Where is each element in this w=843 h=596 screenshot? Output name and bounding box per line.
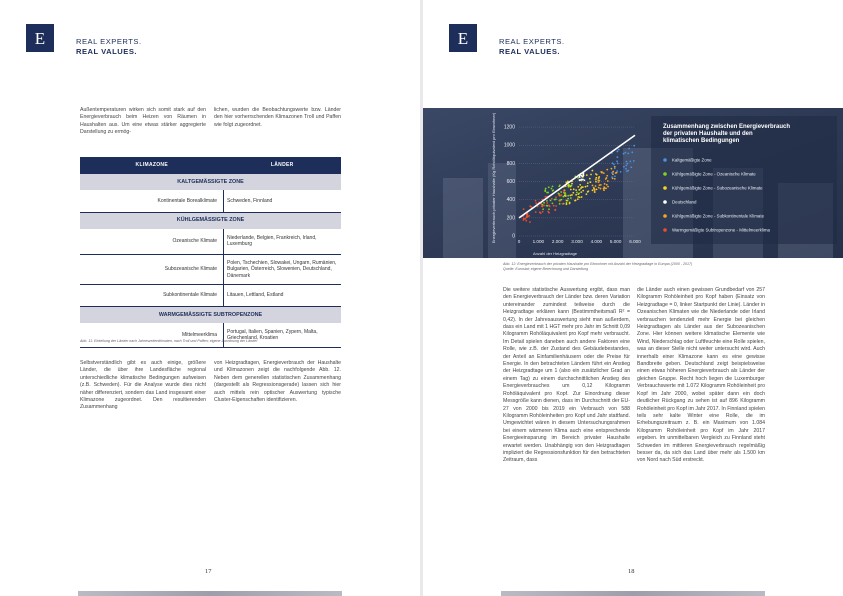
x-tick-label: 6.000 — [629, 239, 641, 244]
y-tick-label: 0 — [512, 233, 515, 240]
scatter-point — [617, 162, 619, 164]
scatter-point — [529, 221, 531, 223]
chart-title-line-1: Zusammenhang zwischen Energieverbrauch — [663, 124, 791, 130]
scatter-point — [535, 202, 537, 204]
scatter-point — [623, 166, 625, 168]
table-cell-countries: Polen, Tschechien, Slowakei, Ungarn, Rumänien, Bulgarien, Österreich, Slowenien, Deutschland, Dänemark — [224, 255, 342, 285]
scatter-point — [600, 171, 602, 173]
y-tick-label: 200 — [506, 215, 515, 222]
scatter-point — [541, 205, 543, 207]
scatter-point — [591, 170, 593, 172]
chart-caption — [503, 262, 765, 272]
scatter-point — [548, 208, 550, 210]
scatter-point — [544, 189, 546, 191]
scatter-point — [628, 148, 630, 150]
energy-chart — [423, 108, 843, 258]
y-tick-label: 600 — [506, 179, 515, 186]
scatter-point — [571, 183, 573, 185]
left-top-col-2: lichen, wurden die Beobachtungswerte bzw. Länder den hier vorherrschenden Klimazonen Troll und Paffen wie folgt zugeordnet. — [214, 107, 341, 128]
scatter-point — [587, 182, 589, 184]
scatter-point — [611, 172, 613, 174]
left-bottom-col-1: Selbstverständlich gibt es auch einige, größere Länder, die über ihre Landesfläche regional unterschiedliche klimatische Bedingungen aufweisen (z.B. Schweden). Für die Analyse wurde dies nicht näher differenziert, sondern das Land insgesamt einer Klimazone zugeordnet. Den resultierenden Zusammenhang — [80, 360, 206, 411]
scatter-point — [582, 178, 584, 180]
x-tick-label: 3.000 — [571, 239, 583, 244]
scatter-point — [598, 177, 600, 179]
scatter-point — [579, 179, 581, 181]
scatter-point — [570, 189, 572, 191]
brand-tagline — [499, 37, 565, 56]
logo-letter: E — [457, 28, 469, 48]
scatter-point — [579, 176, 581, 178]
scatter-point — [539, 211, 541, 213]
scatter-point — [605, 178, 607, 180]
scatter-point — [614, 167, 616, 169]
y-tick-label: 1200 — [503, 124, 515, 131]
scatter-point — [543, 202, 545, 204]
left-bottom-col-2: von Heizgradtagen, Energieverbrauch der Haushalte und Klimazonen zeigt die nachfolgende Abb. 12. Neben dem generellen statistischen Zusammenhang (dargestellt als Regressionsgerade) lassen sich hier auch mittels rein optischer Auswertung typische Cluster-Eigenschaften identifizieren. — [214, 360, 341, 404]
legend-marker — [663, 200, 667, 204]
scatter-point — [546, 200, 548, 202]
scatter-point — [570, 197, 572, 199]
scatter-point — [577, 193, 579, 195]
scatter-point — [614, 166, 616, 168]
scatter-point — [547, 211, 549, 213]
table-row — [80, 229, 341, 255]
scatter-point — [629, 161, 631, 163]
table-header-countries: LÄNDER — [224, 157, 342, 174]
scatter-point — [580, 178, 582, 180]
scatter-point — [614, 178, 616, 180]
scatter-point — [620, 171, 622, 173]
chart-title-line-3: klimatischen Bedingungen — [663, 138, 740, 144]
scatter-point — [590, 174, 592, 176]
scatter-point — [555, 205, 557, 207]
table-row — [80, 255, 341, 285]
chart-caption-line-2: Quelle: Eurostat; eigene Berechnung und Darstellung — [503, 267, 589, 271]
table-cell-countries: Niederlande, Belgien, Frankreich, Irland, Luxemburg — [224, 229, 342, 255]
scatter-point — [523, 219, 525, 221]
scatter-point — [559, 184, 561, 186]
scatter-point — [575, 194, 577, 196]
scatter-point — [543, 205, 545, 207]
scatter-point — [566, 202, 568, 204]
scatter-point — [579, 189, 581, 191]
footer-bar — [78, 591, 342, 596]
scatter-point — [606, 169, 608, 171]
scatter-point — [553, 205, 555, 207]
scatter-point — [566, 200, 568, 202]
scatter-point — [585, 193, 587, 195]
legend-label: Kühlgemäßigte Zone - Subozeanische Klimate — [672, 185, 763, 191]
legend-marker — [663, 214, 667, 218]
table-cell-zone: Subozeanische Klimate — [80, 255, 224, 285]
legend-label: Warmgemäßigte Subtropenzone - Mittelmeerklima — [672, 227, 770, 233]
x-tick-label: 4.000 — [590, 239, 603, 244]
scatter-point — [579, 184, 581, 186]
scatter-point — [616, 172, 618, 174]
scatter-point — [616, 151, 618, 153]
scatter-point — [552, 190, 554, 192]
scatter-point — [587, 190, 589, 192]
scatter-point — [573, 188, 575, 190]
brand-line-2: REAL VALUES. — [76, 46, 137, 56]
scatter-point — [627, 152, 629, 154]
scatter-point — [577, 186, 579, 188]
legend-label: Deutschland — [672, 199, 697, 205]
scatter-point — [633, 160, 635, 162]
scatter-point — [616, 170, 618, 172]
scatter-point — [604, 183, 606, 185]
x-tick-label: 1.000 — [532, 239, 545, 244]
table-cell-zone: Ozeanische Klimate — [80, 229, 224, 255]
scatter-point — [523, 208, 525, 210]
legend-label: Kühlgemäßigte Zone - Subkontinentale Klimate — [672, 213, 765, 219]
scatter-point — [624, 152, 626, 154]
brand-tagline — [76, 37, 142, 56]
scatter-point — [558, 194, 560, 196]
table-cell-countries: Schweden, Finnland — [224, 190, 342, 212]
scatter-point — [592, 189, 594, 191]
scatter-point — [616, 156, 618, 158]
scatter-point — [595, 179, 597, 181]
scatter-point — [559, 203, 561, 205]
right-col-2: die Länder auch einen gewissen Grundbedarf von 257 Kilogramm Rohöleinheit pro Kopf haben (Einsatz von Heizgradtage = 0, linker Startpunkt der Linie). Länder in Ozeanischen Klimaten wie die Niederlande oder Irland verbrauchen tendenziell mehr Energie bei gleichen Heizgradtagen als Länder aus der Subozeanischen Zone. Hier können weitere klimatische Elemente wie Wind, Niederschlag oder Luftfeuchte eine Rolle spielen, was an dieser Stelle nicht weiter untersucht wird. Auch innerhalb einer Klimazone kann es eine gewisse Bandbreite geben. Deutschland zeigt beispielsweise einen etwas höheren Energieverbrauch als Länder der gleichen Gruppe. Recht hoch liegen die Luxemburger Verbrauchswerte mit 1.072 Kilogramm Rohöleinheit pro Kopf im Jahr 2000, wobei später dann ein doch deutlicher Rückgang zu sehen ist auf 896 Kilogramm Rohöleinheit pro Kopf im Jahr 2017. In Finnland spielen teils sehr kalte Winter eine Rolle, die im Erhebungszeitraum z. B. ein Maximum von 1.084 Kilogramm Rohöleinheit pro Kopf im Jahr 2017 ergeben. Im unmittelbaren Vergleich zu Finnland steht Schweden im mittleren Energieverbrauch regelmäßig besser da, da sich das Land über mehr als 1.500 km von Nord nach Süd erstreckt. — [637, 287, 765, 464]
scatter-point — [596, 189, 598, 191]
table-section-title: WARMGEMÄSSIGTE SUBTROPENZONE — [80, 307, 341, 324]
chart-caption-line-1: Abb. 12: Energieverbrauch der privaten Haushalte pro Einwohner mit Anzahl der Heizgradtage in Europa (2000 - 2017) — [503, 262, 693, 266]
footer-bar — [501, 591, 765, 596]
scatter-point — [614, 175, 616, 177]
scatter-point — [611, 168, 613, 170]
scatter-point — [544, 196, 546, 198]
scatter-point — [630, 166, 632, 168]
y-tick-label: 800 — [506, 160, 515, 167]
table-cell-countries: Portugal, Italien, Spanien, Zypern, Malta, Griechenland, Kroatien — [224, 323, 342, 347]
scatter-point — [555, 209, 557, 211]
legend-marker — [663, 228, 667, 232]
legend-marker — [663, 172, 667, 176]
scatter-point — [612, 162, 614, 164]
scatter-point — [611, 176, 613, 178]
scatter-point — [560, 191, 562, 193]
scatter-point — [583, 174, 585, 176]
table-row — [80, 190, 341, 212]
legend-label: Kaltgemäßigte Zone — [672, 157, 712, 163]
scatter-point — [606, 175, 608, 177]
scatter-point — [567, 198, 569, 200]
scatter-point — [563, 191, 565, 193]
table-cell-zone: Kontinentale Borealklimate — [80, 190, 224, 212]
scatter-point — [575, 189, 577, 191]
scatter-point — [569, 195, 571, 197]
scatter-point — [572, 192, 574, 194]
scatter-point — [585, 186, 587, 188]
scatter-point — [581, 196, 583, 198]
scatter-point — [595, 185, 597, 187]
scatter-point — [554, 199, 556, 201]
legend-marker — [663, 158, 667, 162]
scatter-point — [587, 185, 589, 187]
scatter-point — [546, 192, 548, 194]
scatter-point — [599, 180, 601, 182]
scatter-point — [603, 189, 605, 191]
scatter-point — [603, 172, 605, 174]
scatter-point — [535, 200, 537, 202]
scatter-point — [604, 187, 606, 189]
scatter-point — [589, 181, 591, 183]
table-section-title: KALTGEMÄSSIGTE ZONE — [80, 174, 341, 190]
scatter-point — [569, 203, 571, 205]
scatter-point — [525, 220, 527, 222]
scatter-point — [625, 165, 627, 167]
y-axis-label: Energieverbrauch privater Haushalte (Kg Rohöläquivalent pro Einwohner) — [491, 112, 496, 244]
scatter-point — [542, 211, 544, 213]
scatter-point — [612, 171, 614, 173]
scatter-point — [623, 153, 625, 155]
brand-logo — [26, 24, 54, 52]
scatter-point — [562, 203, 564, 205]
scatter-point — [598, 181, 600, 183]
page-number: 17 — [205, 568, 212, 575]
brand-line-1: REAL EXPERTS. — [499, 37, 565, 46]
table-section-title: KÜHLGEMÄSSIGTE ZONE — [80, 212, 341, 229]
table-cell-zone: Subkontinentale Klimate — [80, 285, 224, 307]
scatter-point — [598, 187, 600, 189]
scatter-point — [571, 194, 573, 196]
right-col-1: Die weitere statistische Auswertung ergibt, dass man den Energieverbrauch der Länder bzw. deren Variation untereinander zumindest teilweise durch die Heizgradtage erklären kann (Bestimmtheitsmaß R² = 0,42). In der Jahresauswertung sieht man außerdem, dass ein Land mit 1 HGT mehr pro Jahr im Schnitt 0,09 Kilogramm Rohöläquivalent pro Kopf mehr verbraucht. Im Detail spielen daneben auch andere Faktoren eine Rolle, wie z.B. der Zustand des Gebäudebestandes, der Anteil an Einfamilienhäusern oder die Preise für Energie. In den betrachteten Ländern führt ein Anstieg der Heizgradtage um 1 (also ein zusätzlicher Grad an einem Tag) zu einem durchschnittlichen Anstieg des Energieverbrauches um 0,12 Kilogramm Rohöläquivalent pro Kopf. Zur Einordnung dieser Messgröße kann dienen, dass im Durchschnitt der EU-27 von 2000 bis 2019 ein Verbrauch von 588 Kilogramm Rohöleinheiten pro Kopf und Jahr stattfand. Umgewichtet wären in diesem Untersuchungsrahmen bei einem wärmeren Klima auch eine entsprechende Energieeinsparung im Bereich privater Haushalte erwartet werden. Unabhängig von den Heizgradtagen impliziert die Regressionsfunktion für den betrachteten Zeitraum, dass — [503, 287, 630, 464]
scatter-point — [626, 161, 628, 163]
scatter-point — [564, 195, 566, 197]
scatter-point — [561, 194, 563, 196]
table-caption: Abb. 11: Einteilung der Länder nach Jahreszeitenklimaten, nach Troll und Paffen; eigene Zuordnung der Länder — [80, 339, 258, 343]
scatter-point — [627, 163, 629, 165]
scatter-point — [546, 202, 548, 204]
page-left — [0, 0, 420, 596]
scatter-point — [577, 198, 579, 200]
scatter-point — [581, 186, 583, 188]
scatter-point — [575, 199, 577, 201]
scatter-point — [550, 200, 552, 202]
scatter-point — [569, 186, 571, 188]
scatter-point — [548, 205, 550, 207]
x-axis-label: Anzahl der Heizgradtage — [532, 251, 578, 256]
scatter-point — [555, 196, 557, 198]
brand-logo — [449, 24, 477, 52]
scatter-point — [524, 218, 526, 220]
climate-zone-table — [80, 157, 341, 348]
scatter-point — [625, 168, 627, 170]
scatter-point — [586, 174, 588, 176]
brand-line-1: REAL EXPERTS. — [76, 37, 142, 46]
scatter-point — [579, 196, 581, 198]
y-tick-label: 400 — [506, 197, 515, 204]
scatter-point — [618, 149, 620, 151]
scatter-point — [529, 205, 531, 207]
page-right — [423, 0, 843, 596]
scatter-point — [545, 188, 547, 190]
scatter-point — [542, 208, 544, 210]
scatter-point — [581, 176, 583, 178]
scatter-point — [631, 151, 633, 153]
scatter-point — [576, 192, 578, 194]
scatter-point — [589, 178, 591, 180]
table-cell-countries: Litauen, Lettland, Estland — [224, 285, 342, 307]
table-header-zone: KLIMAZONE — [80, 157, 224, 174]
scatter-point — [606, 184, 608, 186]
scatter-point — [595, 177, 597, 179]
scatter-point — [535, 211, 537, 213]
legend-marker — [663, 186, 667, 190]
scatter-point — [613, 164, 615, 166]
x-tick-label: 2.000 — [551, 239, 564, 244]
scatter-point — [567, 185, 569, 187]
table-cell-zone: Mittelmeerklima — [80, 323, 224, 347]
y-tick-label: 1000 — [503, 142, 515, 149]
scatter-point — [547, 205, 549, 207]
page-number: 18 — [628, 568, 635, 575]
scatter-point — [592, 185, 594, 187]
scatter-point — [595, 173, 597, 175]
scatter-point — [607, 180, 609, 182]
scatter-point — [526, 214, 528, 216]
scatter-point — [600, 184, 602, 186]
scatter-point — [627, 170, 629, 172]
scatter-point — [593, 187, 595, 189]
x-tick-label: 5.000 — [609, 239, 622, 244]
scatter-point — [607, 186, 609, 188]
brand-line-2: REAL VALUES. — [499, 46, 560, 56]
scatter-point — [552, 203, 554, 205]
scatter-point — [616, 160, 618, 162]
scatter-point — [551, 198, 553, 200]
scatter-point — [580, 191, 582, 193]
left-top-col-1: Außentemperaturen wirken sich somit stark auf den Energieverbrauch beim Heizen von Räumen in Haushalten aus. Um eine etwas stärker aggregierte Darstellung zu ermög- — [80, 107, 206, 136]
x-tick-label: 0 — [517, 239, 521, 244]
logo-letter: E — [34, 28, 46, 48]
scatter-point — [633, 145, 635, 147]
scatter-point — [594, 191, 596, 193]
table-row — [80, 285, 341, 307]
scatter-point — [595, 181, 597, 183]
chart-svg — [423, 108, 843, 258]
scatter-point — [600, 188, 602, 190]
chart-title-line-2: der privaten Haushalte und den — [663, 131, 753, 137]
scatter-point — [567, 195, 569, 197]
scatter-point — [551, 188, 553, 190]
scatter-point — [548, 186, 550, 188]
legend-label: Kühlgemäßigte Zone - Ozeanische Klimate — [672, 171, 756, 177]
scatter-point — [582, 190, 584, 192]
scatter-point — [552, 185, 554, 187]
scatter-point — [559, 200, 561, 202]
